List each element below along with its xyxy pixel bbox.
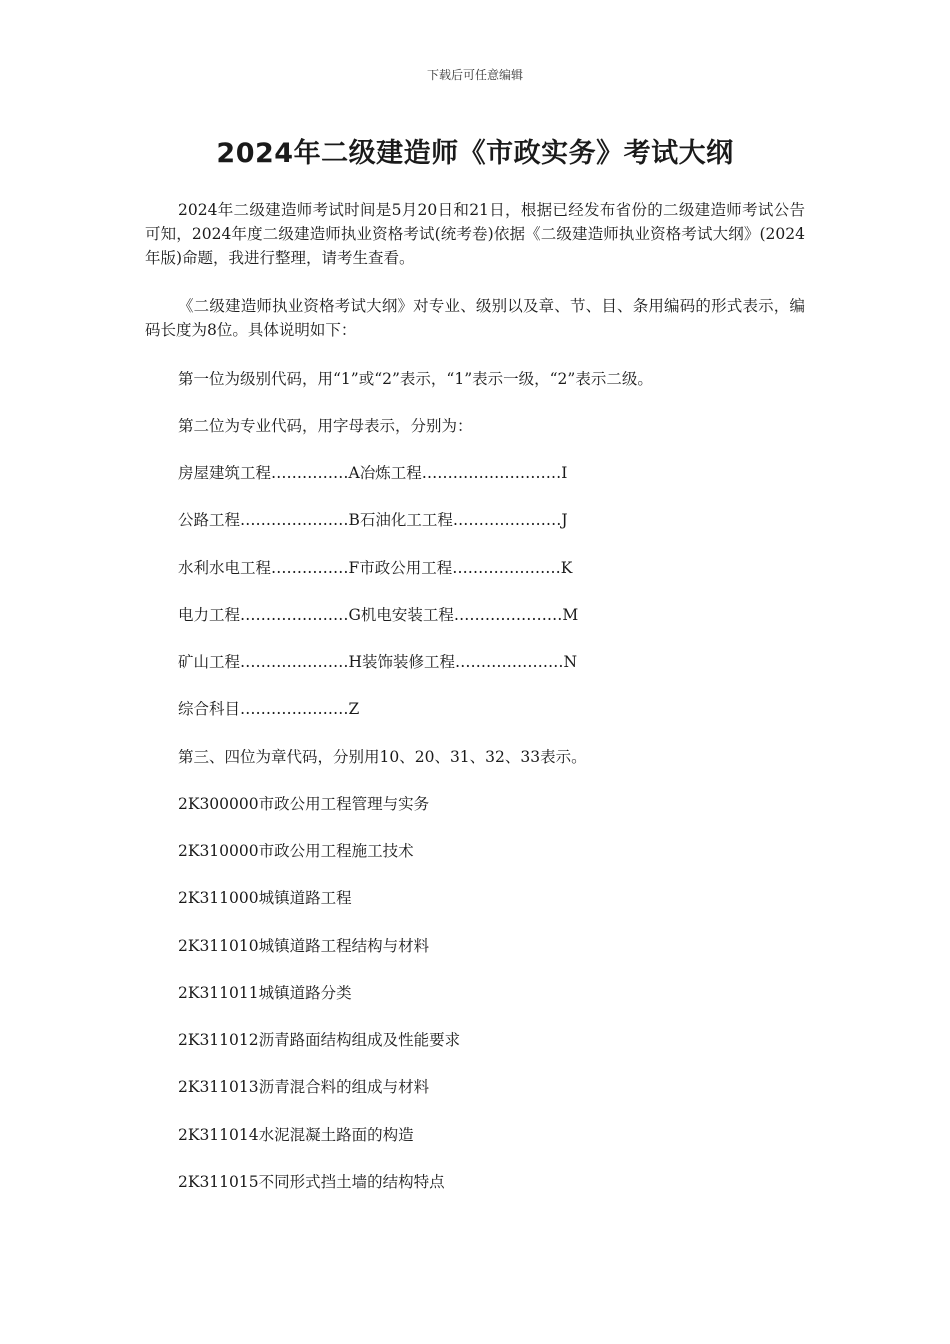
outline-item: 2K300000市政公用工程管理与实务 xyxy=(178,795,430,813)
outline-item: 2K311015不同形式挡土墙的结构特点 xyxy=(178,1173,445,1191)
specialty-row: 综合科目…………………Z xyxy=(178,700,360,718)
specialty-row: 水利水电工程……………F市政公用工程…………………K xyxy=(178,559,573,577)
specialty-row: 电力工程…………………G机电安装工程…………………M xyxy=(178,606,579,624)
outline-item: 2K310000市政公用工程施工技术 xyxy=(178,842,414,860)
level-code-line: 第一位为级别代码，用“1”或“2”表示，“1”表示一级，“2”表示二级。 xyxy=(178,370,653,388)
document-title: 2024年二级建造师《市政实务》考试大纲 xyxy=(216,138,734,169)
outline-item: 2K311014水泥混凝土路面的构造 xyxy=(178,1126,414,1144)
outline-item: 2K311010城镇道路工程结构与材料 xyxy=(178,937,430,955)
header-note: 下载后可任意编辑 xyxy=(426,68,523,82)
intro-paragraph: 《二级建造师执业资格考试大纲》对专业、级别以及章、节、目、条用编码的形式表示，编码长度为8位。具体说明如下： xyxy=(145,297,805,339)
specialty-row: 矿山工程…………………H装饰装修工程…………………N xyxy=(178,653,578,671)
outline-item: 2K311012沥青路面结构组成及性能要求 xyxy=(178,1031,461,1049)
intro-paragraph: 2024年二级建造师考试时间是5月20日和21日，根据已经发布省份的二级建造师考试公告可知，2024年度二级建造师执业资格考试(统考卷)依据《二级建造师执业资格考试大纲》(2024年版)命题，我进行整理，请考生查看。 xyxy=(145,201,805,267)
outline-item: 2K311011城镇道路分类 xyxy=(178,984,352,1002)
outline-item: 2K311000城镇道路工程 xyxy=(178,889,352,907)
specialty-code-line: 第二位为专业代码，用字母表示，分别为： xyxy=(178,417,473,435)
outline-item: 2K311013沥青混合料的组成与材料 xyxy=(178,1078,430,1096)
specialty-row: 房屋建筑工程……………A冶炼工程………………………I xyxy=(178,464,568,482)
chapter-code-line: 第三、四位为章代码，分别用10、20、31、32、33表示。 xyxy=(178,748,587,766)
specialty-row: 公路工程…………………B石油化工工程…………………J xyxy=(178,511,568,529)
